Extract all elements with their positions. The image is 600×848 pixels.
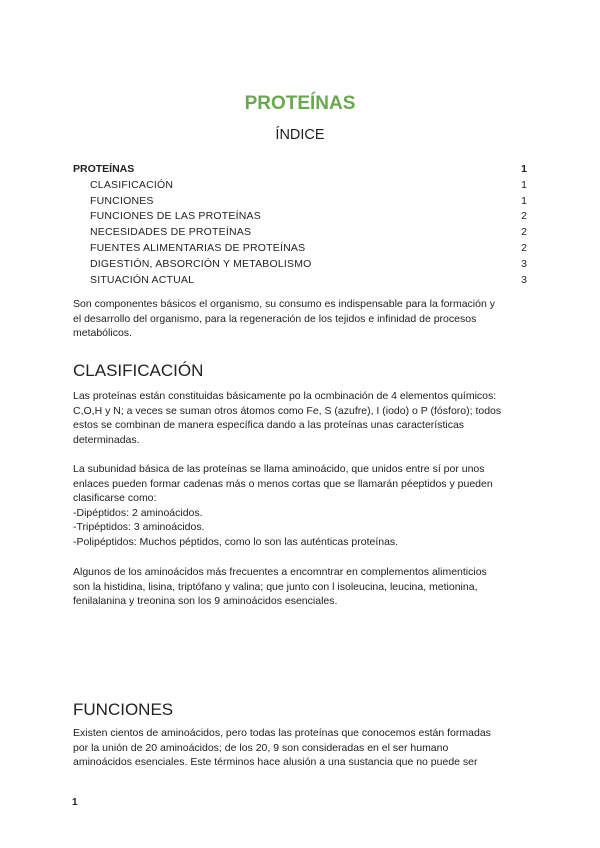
text-line: por la unión de 20 aminoácidos; de los 20, 9 son consideradas en el ser humano xyxy=(73,741,449,754)
document-title: PROTEÍNAS xyxy=(244,93,356,114)
toc-entry-funciones-proteinas[interactable] xyxy=(73,209,527,225)
toc-page-number: 1 xyxy=(521,163,527,175)
text-line: Son componentes básicos el organismo, su consumo es indispensable para la formación y xyxy=(73,298,495,310)
text-line: -Dipéptidos: 2 aminoácidos. xyxy=(73,506,203,519)
toc-page-number: 3 xyxy=(521,257,527,270)
text-line: enlaces pueden formar cadenas más o menos cortas que se llamarán péeptidos y pueden xyxy=(73,477,493,490)
text-line: -Polipéptidos: Muchos péptidos, como lo son las auténticas proteínas. xyxy=(73,535,399,548)
toc-entry-fuentes[interactable] xyxy=(73,241,527,257)
table-of-contents xyxy=(73,162,527,288)
text-line: determinadas. xyxy=(73,433,140,446)
toc-entry-necesidades[interactable] xyxy=(73,225,527,241)
index-title: ÍNDICE xyxy=(275,127,325,143)
text-line: La subunidad básica de las proteínas se llama aminoácido, que unidos entre sí por unos xyxy=(73,463,485,475)
text-line: Las proteínas están constituidas básicamente po la ocmbinación de 4 elementos químicos: xyxy=(73,390,497,402)
toc-label: SITUACIÓN ACTUAL xyxy=(90,273,195,286)
funciones-paragraph-1 xyxy=(73,726,531,770)
text-line: estos se combinan de manera específica dando a las proteínas unas características xyxy=(73,419,465,432)
toc-entry-situacion[interactable] xyxy=(73,273,527,289)
toc-label: DIGESTIÓN, ABSORCIÓN Y METABOLISMO xyxy=(90,257,312,270)
section-heading-funciones: FUNCIONES xyxy=(73,700,174,719)
text-line: C,O,H y N; a veces se suman otros átomos como Fe, S (azufre), I (iodo) o P (fósforo); todos xyxy=(73,404,502,417)
toc-label: FUNCIONES DE LAS PROTEÍNAS xyxy=(90,210,261,223)
toc-page-number: 2 xyxy=(521,210,527,223)
clasificacion-paragraph-2 xyxy=(73,462,531,550)
text-line: aminoácidos esenciales. Este términos hace alusión a una sustancia que no puede ser xyxy=(73,756,478,769)
toc-entry-funciones[interactable] xyxy=(73,194,527,210)
toc-entry-clasificacion[interactable] xyxy=(73,178,527,194)
text-line: clasificarse como: xyxy=(73,492,157,505)
toc-page-number: 1 xyxy=(521,194,527,207)
clasificacion-paragraph-3 xyxy=(73,565,531,609)
toc-entry-digestion[interactable] xyxy=(73,257,527,273)
text-line: el desarrollo del organismo, para la regeneración de los tejidos e infinidad de procesos xyxy=(73,312,477,325)
toc-page-number: 2 xyxy=(521,241,527,254)
text-line: Existen cientos de aminoácidos, pero todas las proteínas que conocemos están formadas xyxy=(73,727,491,739)
toc-entry-proteinas[interactable] xyxy=(73,162,527,178)
clasificacion-paragraph-1 xyxy=(73,389,531,447)
toc-label: FUNCIONES xyxy=(90,194,154,207)
text-line: son la histidina, lisina, triptófano y valina; que junto con l isoleucina, leucina, metionina, xyxy=(73,580,478,593)
toc-label: NECESIDADES DE PROTEÍNAS xyxy=(90,226,252,239)
section-heading-clasificacion: CLASIFICACIÓN xyxy=(73,361,204,380)
text-line: Algunos de los aminoácidos más frecuentes a encomntrar en complementos alimenticios xyxy=(73,566,487,578)
toc-label: CLASIFICACIÓN xyxy=(90,178,174,191)
intro-paragraph xyxy=(73,297,531,341)
page-number: 1 xyxy=(72,797,78,808)
text-line: -Tripéptidos: 3 aminoácidos. xyxy=(73,521,205,534)
toc-page-number: 1 xyxy=(521,178,527,191)
toc-label: FUENTES ALIMENTARIAS DE PROTEÍNAS xyxy=(90,241,306,254)
text-line: metabólicos. xyxy=(73,327,132,340)
toc-page-number: 3 xyxy=(521,273,527,286)
toc-label: PROTEÍNAS xyxy=(73,163,135,175)
text-line: fenilalanina y treonina son los 9 aminoácidos esenciales. xyxy=(73,595,338,608)
toc-page-number: 2 xyxy=(521,226,527,239)
